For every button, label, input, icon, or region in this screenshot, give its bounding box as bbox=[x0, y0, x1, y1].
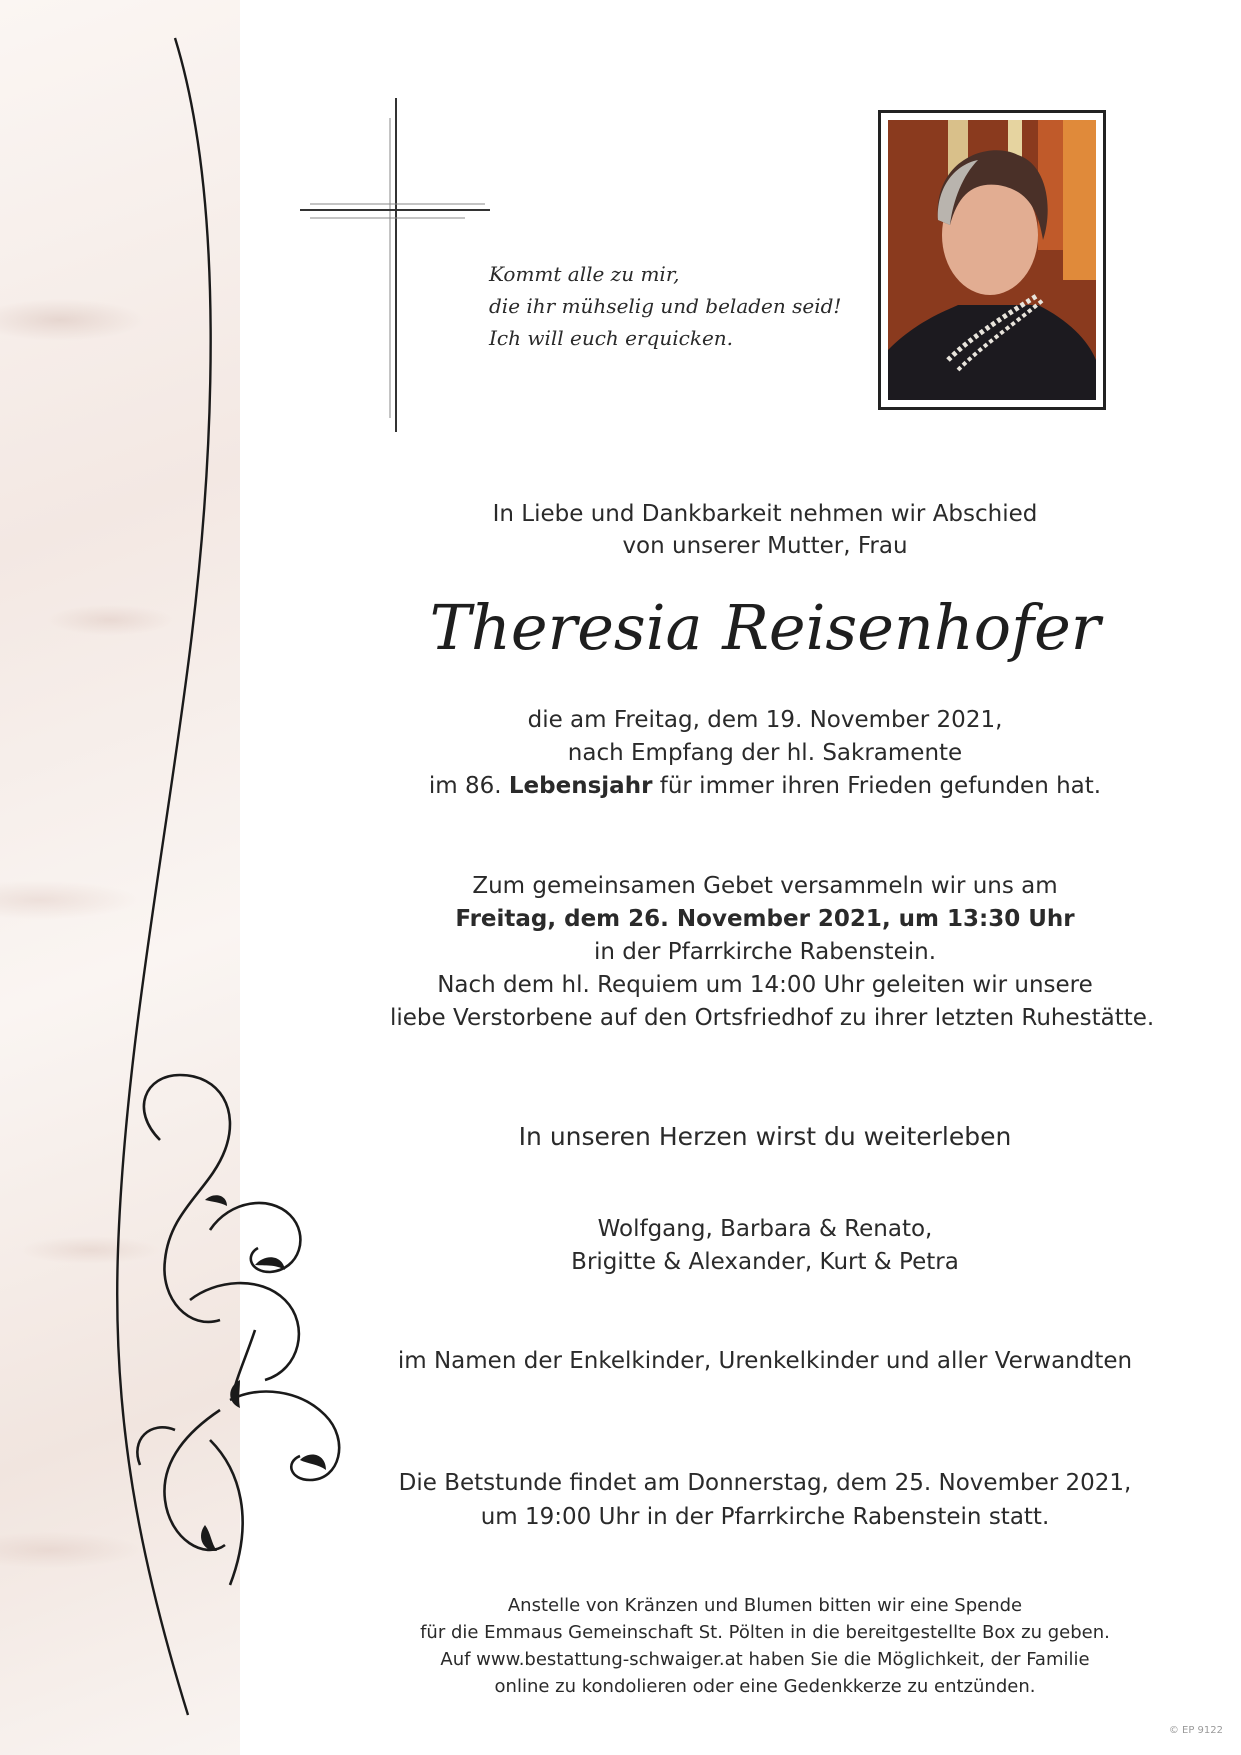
cross-icon bbox=[300, 98, 490, 432]
mourner-line: Brigitte & Alexander, Kurt & Petra bbox=[571, 1249, 959, 1275]
donation-notice bbox=[390, 1592, 1140, 1700]
motto: In unseren Herzen wirst du weiterleben bbox=[518, 1122, 1012, 1151]
portrait-image bbox=[888, 120, 1096, 400]
prayer-notice bbox=[390, 1466, 1140, 1534]
death-date-line: die am Freitag, dem 19. November 2021, bbox=[527, 707, 1003, 733]
prayer-line: um 19:00 Uhr in der Pfarrkirche Rabenstein statt. bbox=[480, 1504, 1050, 1530]
age-pre: im 86. bbox=[428, 773, 509, 799]
donation-line: für die Emmaus Gemeinschaft St. Pölten in die bereitgestellte Box zu geben. bbox=[420, 1622, 1110, 1643]
intro-text bbox=[390, 498, 1140, 562]
sacrament-line: nach Empfang der hl. Sakramente bbox=[567, 740, 963, 766]
death-notice bbox=[390, 704, 1140, 803]
mourner-line: Wolfgang, Barbara & Renato, bbox=[597, 1216, 933, 1242]
funeral-line: in der Pfarrkirche Rabenstein. bbox=[593, 939, 937, 965]
funeral-line: Nach dem hl. Requiem um 14:00 Uhr geleiten wir unsere bbox=[437, 972, 1093, 998]
quote-line: Kommt alle zu mir, bbox=[489, 262, 680, 286]
quote-line: die ihr mühselig und beladen seid! bbox=[489, 294, 842, 318]
funeral-date: Freitag, dem 26. November 2021, um 13:30 Uhr bbox=[455, 906, 1075, 932]
age-post: für immer ihren Frieden gefunden hat. bbox=[652, 773, 1102, 799]
mourners bbox=[390, 1213, 1140, 1279]
funeral-line: liebe Verstorbene auf den Ortsfriedhof zu ihrer letzten Ruhestätte. bbox=[390, 1005, 1155, 1031]
deceased-name: Theresia Reisenhofer bbox=[429, 591, 1101, 664]
age-bold: Lebensjahr bbox=[508, 773, 653, 799]
bible-quote bbox=[489, 258, 849, 354]
funeral-line: Zum gemeinsamen Gebet versammeln wir uns am bbox=[472, 873, 1058, 899]
prayer-line: Die Betstunde findet am Donnerstag, dem 25. November 2021, bbox=[398, 1470, 1132, 1496]
portrait-photo bbox=[878, 110, 1106, 410]
quote-line: Ich will euch erquicken. bbox=[489, 326, 734, 350]
family-line: im Namen der Enkelkinder, Urenkelkinder und aller Verwandten bbox=[397, 1348, 1133, 1374]
age-line bbox=[390, 770, 1140, 803]
intro-line: von unserer Mutter, Frau bbox=[622, 533, 908, 559]
intro-line: In Liebe und Dankbarkeit nehmen wir Abschied bbox=[492, 501, 1038, 527]
footer-code: © EP 9122 bbox=[1168, 1725, 1223, 1736]
funeral-info bbox=[390, 870, 1155, 1035]
donation-line: Anstelle von Kränzen und Blumen bitten wir eine Spende bbox=[507, 1595, 1023, 1616]
donation-line: Auf www.bestattung-schwaiger.at haben Sie die Möglichkeit, der Familie bbox=[440, 1649, 1090, 1670]
donation-line: online zu kondolieren oder eine Gedenkkerze zu entzünden. bbox=[494, 1676, 1036, 1697]
